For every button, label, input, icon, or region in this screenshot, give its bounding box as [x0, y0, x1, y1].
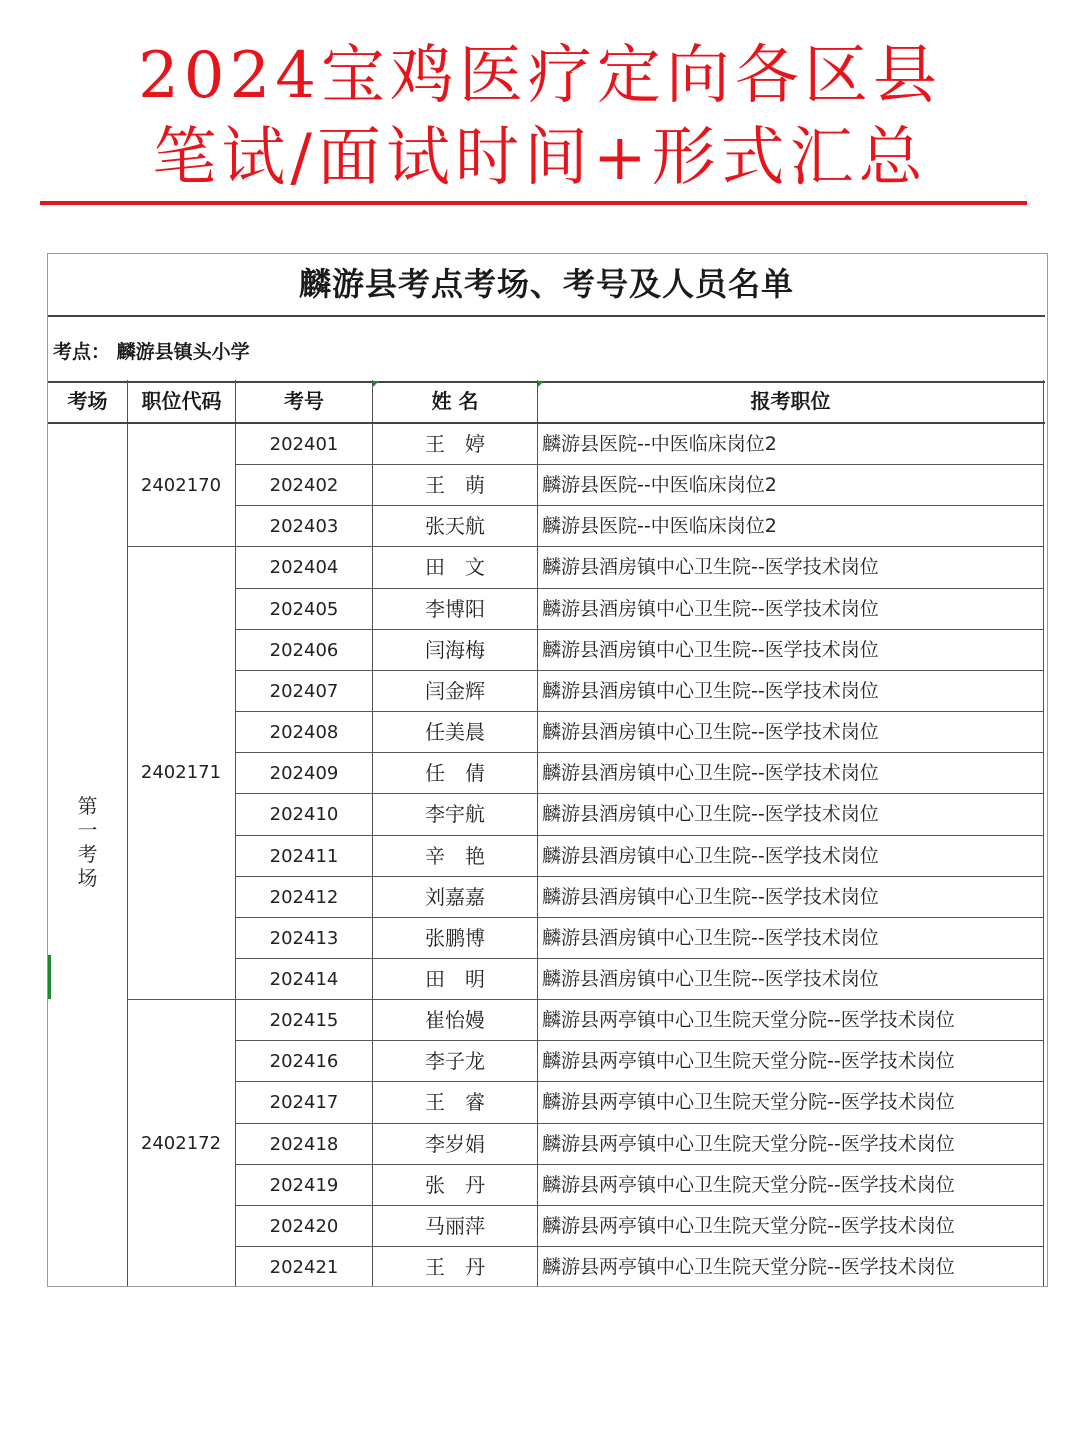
- exam-number-cell: 202410: [269, 804, 339, 826]
- candidate-name-cell: 任美晨: [425, 720, 485, 745]
- exam-number-cell: 202401: [269, 434, 339, 455]
- row-divider: [236, 1205, 1043, 1206]
- row-divider: [236, 1246, 1043, 1247]
- row-divider: [128, 999, 1043, 1000]
- room-char: 场: [77, 866, 98, 890]
- row-divider: [236, 711, 1043, 712]
- row-divider: [236, 1040, 1043, 1041]
- column-header-position-code: 职位代码: [141, 389, 222, 413]
- exam-number-cell: 202408: [269, 722, 339, 744]
- applied-position-cell: 麟游县酒房镇中心卫生院--医学技术岗位: [542, 967, 879, 990]
- exam-number-cell: 202412: [269, 886, 339, 908]
- applied-position-cell: 麟游县酒房镇中心卫生院--医学技术岗位: [542, 844, 879, 867]
- exam-number-cell: 202409: [269, 763, 339, 785]
- exam-number-cell: 202402: [269, 475, 339, 497]
- page-title-line-2: 笔试/面试时间+形式汇总: [152, 121, 928, 195]
- selection-marker: [48, 955, 51, 999]
- room-char: 考: [77, 842, 98, 866]
- row-divider: [236, 793, 1043, 794]
- applied-position-cell: 麟游县医院--中医临床岗位2: [542, 433, 777, 455]
- position-code-cell: 2402172: [140, 1133, 222, 1155]
- exam-number-cell: 202413: [269, 927, 339, 949]
- candidate-name-cell: 王 睿: [425, 1090, 485, 1115]
- applied-position-cell: 麟游县医院--中医临床岗位2: [542, 515, 777, 538]
- candidate-name-cell: 崔怡嫚: [425, 1008, 485, 1033]
- row-divider: [236, 917, 1043, 918]
- candidate-name-cell: 张 丹: [425, 1172, 485, 1197]
- row-divider: [236, 1164, 1043, 1165]
- candidate-name-cell: 李博阳: [425, 596, 485, 621]
- exam-site-label: 考点： 麟游县镇头小学: [53, 341, 250, 363]
- cell-comment-marker: [538, 381, 544, 387]
- exam-number-cell: 202418: [269, 1133, 339, 1155]
- candidate-name-cell: 任 倩: [425, 761, 485, 786]
- row-divider: [236, 958, 1043, 959]
- cell-comment-marker: [373, 381, 379, 387]
- applied-position-cell: 麟游县酒房镇中心卫生院--医学技术岗位: [542, 926, 879, 949]
- applied-position-cell: 麟游县两亭镇中心卫生院天堂分院--医学技术岗位: [542, 1173, 955, 1196]
- applied-position-cell: 麟游县酒房镇中心卫生院--医学技术岗位: [542, 597, 879, 620]
- title-underline: [40, 201, 1027, 205]
- applied-position-cell: 麟游县酒房镇中心卫生院--医学技术岗位: [542, 803, 879, 826]
- applied-position-cell: 麟游县酒房镇中心卫生院--医学技术岗位: [542, 885, 879, 908]
- column-header-exam-number: 考号: [284, 389, 324, 413]
- candidate-name-cell: 田 文: [425, 555, 485, 580]
- row-divider: [236, 670, 1043, 671]
- exam-roster-sheet: [47, 253, 1048, 1287]
- candidate-name-cell: 王 丹: [425, 1255, 485, 1279]
- exam-number-cell: 202403: [269, 516, 339, 538]
- column-header-applied-position: 报考职位: [750, 389, 831, 413]
- candidate-name-cell: 张天航: [425, 514, 485, 539]
- row-divider: [128, 546, 1043, 547]
- candidate-name-cell: 李宇航: [425, 802, 485, 827]
- candidate-name-cell: 刘嘉嘉: [425, 884, 485, 909]
- row-divider: [236, 588, 1043, 589]
- exam-number-cell: 202416: [269, 1051, 339, 1073]
- row-divider: [236, 876, 1043, 877]
- row-divider: [236, 464, 1043, 465]
- candidate-name-cell: 辛 艳: [425, 843, 485, 868]
- candidate-name-cell: 王 萌: [425, 473, 485, 498]
- candidate-name-cell: 李子龙: [425, 1049, 485, 1074]
- exam-site-row: [48, 315, 1045, 383]
- exam-room-cell: [48, 794, 127, 890]
- row-divider: [236, 1081, 1043, 1082]
- position-code-cell: 2402171: [140, 762, 222, 784]
- exam-number-cell: 202419: [269, 1174, 339, 1196]
- exam-number-cell: 202414: [269, 968, 339, 990]
- candidate-name-cell: 张鹏博: [425, 925, 485, 950]
- row-divider: [236, 1123, 1043, 1124]
- applied-position-cell: 麟游县酒房镇中心卫生院--医学技术岗位: [542, 679, 879, 702]
- candidate-name-cell: 李岁娟: [425, 1131, 485, 1156]
- applied-position-cell: 麟游县两亭镇中心卫生院天堂分院--医学技术岗位: [542, 1132, 955, 1155]
- exam-number-cell: 202406: [269, 639, 339, 661]
- room-char: 第: [77, 794, 98, 818]
- candidate-name-cell: 马丽萍: [425, 1213, 485, 1238]
- candidate-name-cell: 闫金辉: [425, 678, 485, 703]
- candidate-name-cell: 闫海梅: [425, 637, 485, 662]
- applied-position-cell: 麟游县两亭镇中心卫生院天堂分院--医学技术岗位: [542, 1091, 955, 1114]
- applied-position-cell: 麟游县医院--中医临床岗位2: [542, 474, 777, 497]
- applied-position-cell: 麟游县两亭镇中心卫生院天堂分院--医学技术岗位: [542, 1256, 955, 1278]
- row-divider: [236, 835, 1043, 836]
- applied-position-cell: 麟游县两亭镇中心卫生院天堂分院--医学技术岗位: [542, 1214, 955, 1237]
- applied-position-cell: 麟游县酒房镇中心卫生院--医学技术岗位: [542, 762, 879, 785]
- applied-position-cell: 麟游县酒房镇中心卫生院--医学技术岗位: [542, 638, 879, 661]
- exam-number-cell: 202421: [269, 1257, 339, 1278]
- exam-number-cell: 202417: [269, 1092, 339, 1114]
- exam-number-cell: 202420: [269, 1215, 339, 1237]
- row-divider: [236, 752, 1043, 753]
- row-divider: [236, 505, 1043, 506]
- exam-number-cell: 202415: [269, 1010, 339, 1032]
- applied-position-cell: 麟游县两亭镇中心卫生院天堂分院--医学技术岗位: [542, 1009, 955, 1032]
- exam-number-cell: 202404: [269, 557, 339, 579]
- position-code-cell: 2402170: [140, 475, 222, 496]
- exam-number-cell: 202407: [269, 680, 339, 702]
- sheet-title: 麟游县考点考场、考号及人员名单: [298, 265, 794, 303]
- column-header-name: 姓 名: [431, 389, 479, 413]
- grid-line: [1043, 380, 1044, 1286]
- exam-number-cell: 202405: [269, 598, 339, 620]
- exam-number-cell: 202411: [269, 845, 339, 867]
- room-char: 一: [77, 818, 98, 842]
- column-header-room: 考场: [67, 389, 108, 413]
- row-divider: [236, 629, 1043, 630]
- page-title-line-1: 2024宝鸡医疗定向各区县: [138, 39, 942, 113]
- candidate-name-cell: 王 婷: [425, 432, 485, 456]
- applied-position-cell: 麟游县酒房镇中心卫生院--医学技术岗位: [542, 556, 879, 579]
- applied-position-cell: 麟游县两亭镇中心卫生院天堂分院--医学技术岗位: [542, 1050, 955, 1073]
- applied-position-cell: 麟游县酒房镇中心卫生院--医学技术岗位: [542, 721, 879, 744]
- candidate-name-cell: 田 明: [425, 966, 485, 991]
